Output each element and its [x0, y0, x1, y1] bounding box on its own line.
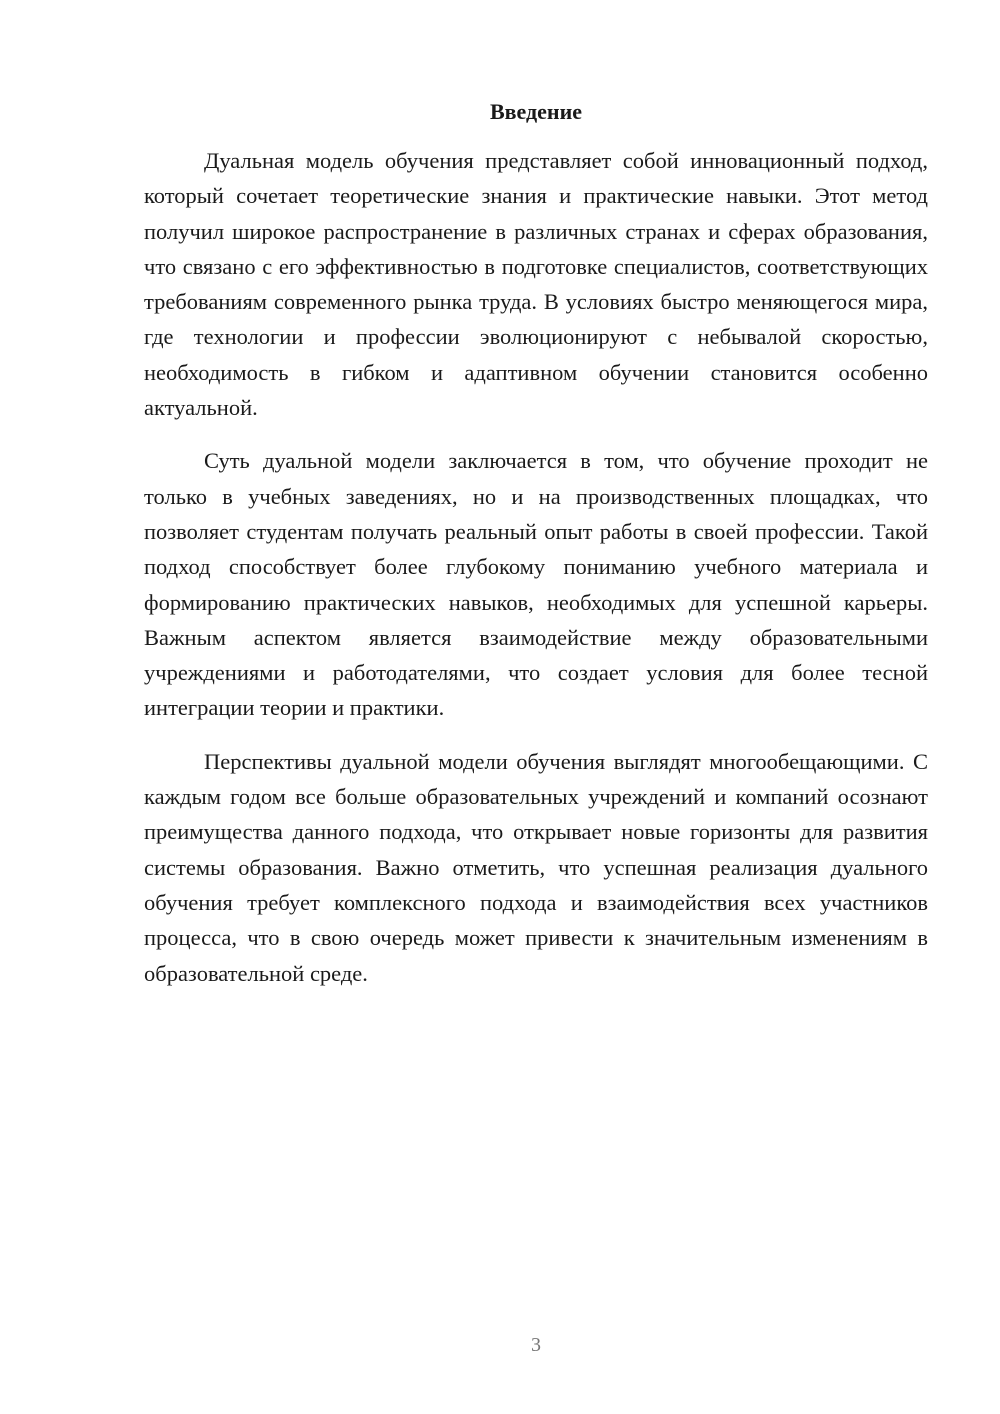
document-body: [144, 97, 928, 1009]
paragraph-3: Перспективы дуальной модели обучения выглядят многообещающими. С каждым годом все больше образовательных учреждений и компаний осознают преимущества данного подхода, что открывает новые горизонты для развития системы образования. Важно отметить, что успешная реализация дуального обучения требует комплексного подхода и взаимодействия всех участников процесса, что в свою очередь может привести к значительным изменениям в образовательной среде.: [144, 748, 928, 986]
paragraph-1: Дуальная модель обучения представляет собой инновационный подход, который сочетает теоретические знания и практические навыки. Этот метод получил широкое распространение в различных странах и сферах образования, что связано с его эффективностью в подготовке специалистов, соответствующих требованиям современного рынка труда. В условиях быстро меняющегося мира, где технологии и профессии эволюционируют с небывалой скоростью, необходимость в гибком и адаптивном обучении становится особенно актуальной.: [144, 148, 928, 421]
page-number: 3: [531, 1334, 541, 1356]
paragraph-2: Суть дуальной модели заключается в том, что обучение проходит не только в учебных заведениях, но и на производственных площадках, что позволяет студентам получать реальный опыт работы в своей профессии. Такой подход способствует более глубокому пониманию учебного материала и формированию практических навыков, необходимых для успешной карьеры. Важным аспектом является взаимодействие между образовательными учреждениями и работодателями, что создает условия для более тесной интеграции теории и практики.: [144, 448, 928, 721]
section-heading: Введение: [489, 99, 583, 124]
